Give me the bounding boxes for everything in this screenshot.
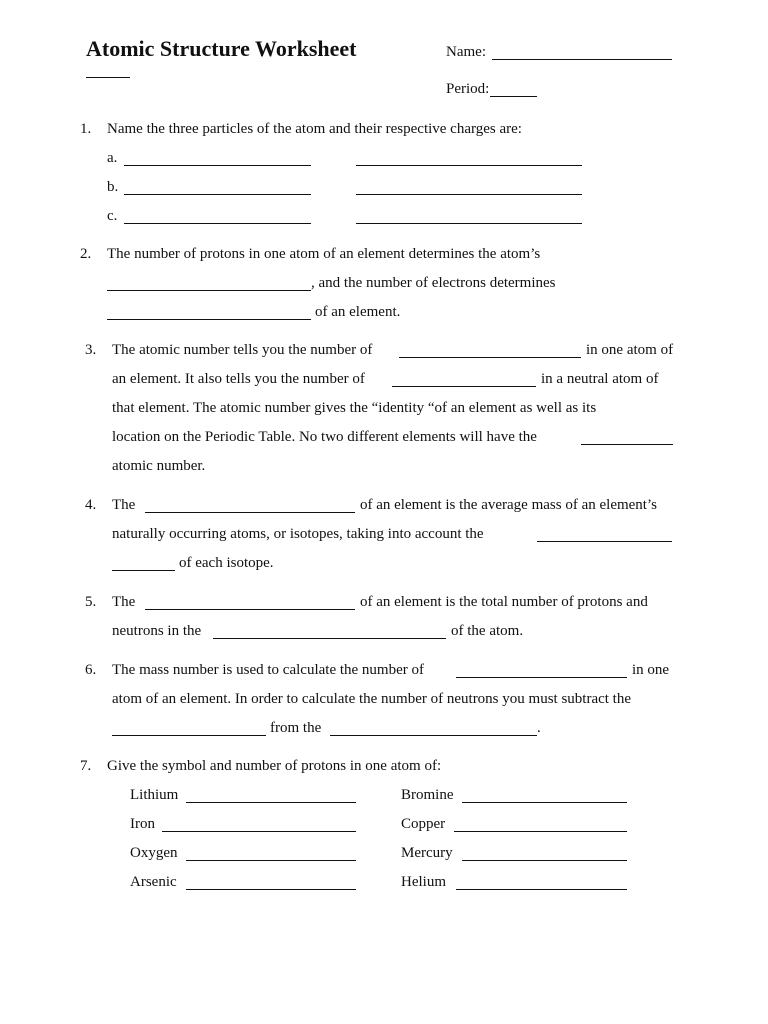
q3-line1-after: in one atom of <box>586 342 674 358</box>
q7-element-arsenic: Arsenic <box>130 874 177 890</box>
q5-blank-2[interactable] <box>213 624 446 639</box>
q4-line3-after: of each isotope. <box>179 555 274 571</box>
q3-line1-before: The atomic number tells you the number of <box>112 342 373 358</box>
q3-blank-2[interactable] <box>392 372 536 387</box>
q7-number: 7. <box>80 758 92 774</box>
q2-blank-2[interactable] <box>107 305 311 320</box>
q6-line1-before: The mass number is used to calculate the number of <box>112 662 424 678</box>
q4-blank-2-continued[interactable] <box>112 556 175 571</box>
q5-line2-before: neutrons in the <box>112 623 202 639</box>
q7-iron-field[interactable] <box>162 817 356 832</box>
q7-element-helium: Helium <box>401 874 446 890</box>
q6-blank-3[interactable] <box>330 721 537 736</box>
name-label: Name: <box>446 44 486 60</box>
q3-line2-after: in a neutral atom of <box>541 371 659 387</box>
period-field[interactable] <box>490 82 537 97</box>
q6-line3-middle: from the <box>270 720 322 736</box>
q7-element-oxygen: Oxygen <box>130 845 178 861</box>
q1-number: 1. <box>80 121 92 137</box>
q3-line4-before: location on the Periodic Table. No two different elements will have the <box>112 429 537 445</box>
q1-item-a-charge-field[interactable] <box>356 151 582 166</box>
q7-element-lithium: Lithium <box>130 787 179 803</box>
q4-line1-after: of an element is the average mass of an element’s <box>360 497 657 513</box>
q6-line2: atom of an element. In order to calculate the number of neutrons you must subtract the <box>112 691 632 707</box>
q6-blank-1[interactable] <box>456 663 627 678</box>
q3-blank-1[interactable] <box>399 343 581 358</box>
q7-text: Give the symbol and number of protons in one atom of: <box>107 758 442 774</box>
q1-item-c-particle-field[interactable] <box>124 209 311 224</box>
q2-blank-1[interactable] <box>107 276 311 291</box>
q1-item-c-label: c. <box>107 208 118 224</box>
q6-line3-end: . <box>537 720 541 736</box>
q5-number: 5. <box>85 594 97 610</box>
q3-number: 3. <box>85 342 97 358</box>
q1-item-a-label: a. <box>107 150 118 166</box>
q4-blank-1[interactable] <box>145 498 355 513</box>
q3-line2-before: an element. It also tells you the number of <box>112 371 365 387</box>
q1-item-b-particle-field[interactable] <box>124 180 311 195</box>
q5-blank-1[interactable] <box>145 595 355 610</box>
q5-line1-after: of an element is the total number of protons and <box>360 594 648 610</box>
title-underline-blank <box>86 63 130 78</box>
q7-oxygen-field[interactable] <box>186 846 356 861</box>
q2-line3-text: of an element. <box>315 304 401 320</box>
q7-element-bromine: Bromine <box>401 787 454 803</box>
q3-blank-3[interactable] <box>581 430 673 445</box>
q6-blank-2[interactable] <box>112 721 266 736</box>
q7-mercury-field[interactable] <box>462 846 627 861</box>
q1-item-b-label: b. <box>107 179 119 195</box>
page-title: Atomic Structure Worksheet <box>86 36 357 61</box>
q6-line1-after: in one <box>632 662 670 678</box>
q4-number: 4. <box>85 497 97 513</box>
q3-line3: that element. The atomic number gives the “identity “of an element as well as its <box>112 400 597 416</box>
q7-arsenic-field[interactable] <box>186 875 356 890</box>
period-label: Period: <box>446 81 490 97</box>
q3-line5: atomic number. <box>112 458 206 474</box>
name-field[interactable] <box>492 45 672 60</box>
q2-number: 2. <box>80 246 92 262</box>
q6-number: 6. <box>85 662 97 678</box>
q7-element-copper: Copper <box>401 816 446 832</box>
q1-item-b-charge-field[interactable] <box>356 180 582 195</box>
q7-copper-field[interactable] <box>454 817 627 832</box>
q7-element-iron: Iron <box>130 816 155 832</box>
q1-text: Name the three particles of the atom and their respective charges are: <box>107 121 522 137</box>
q7-helium-field[interactable] <box>456 875 627 890</box>
q5-line2-after: of the atom. <box>451 623 524 639</box>
q2-line2-text: , and the number of electrons determines <box>311 275 556 291</box>
q4-line1-before: The <box>112 497 136 513</box>
q2-line1: The number of protons in one atom of an element determines the atom’s <box>107 246 541 262</box>
q1-item-c-charge-field[interactable] <box>356 209 582 224</box>
q4-line2-before: naturally occurring atoms, or isotopes, taking into account the <box>112 526 484 542</box>
q7-bromine-field[interactable] <box>462 788 627 803</box>
q1-item-a-particle-field[interactable] <box>124 151 311 166</box>
q4-blank-2[interactable] <box>537 527 672 542</box>
q5-line1-before: The <box>112 594 136 610</box>
q7-lithium-field[interactable] <box>186 788 356 803</box>
q7-element-mercury: Mercury <box>401 845 453 861</box>
